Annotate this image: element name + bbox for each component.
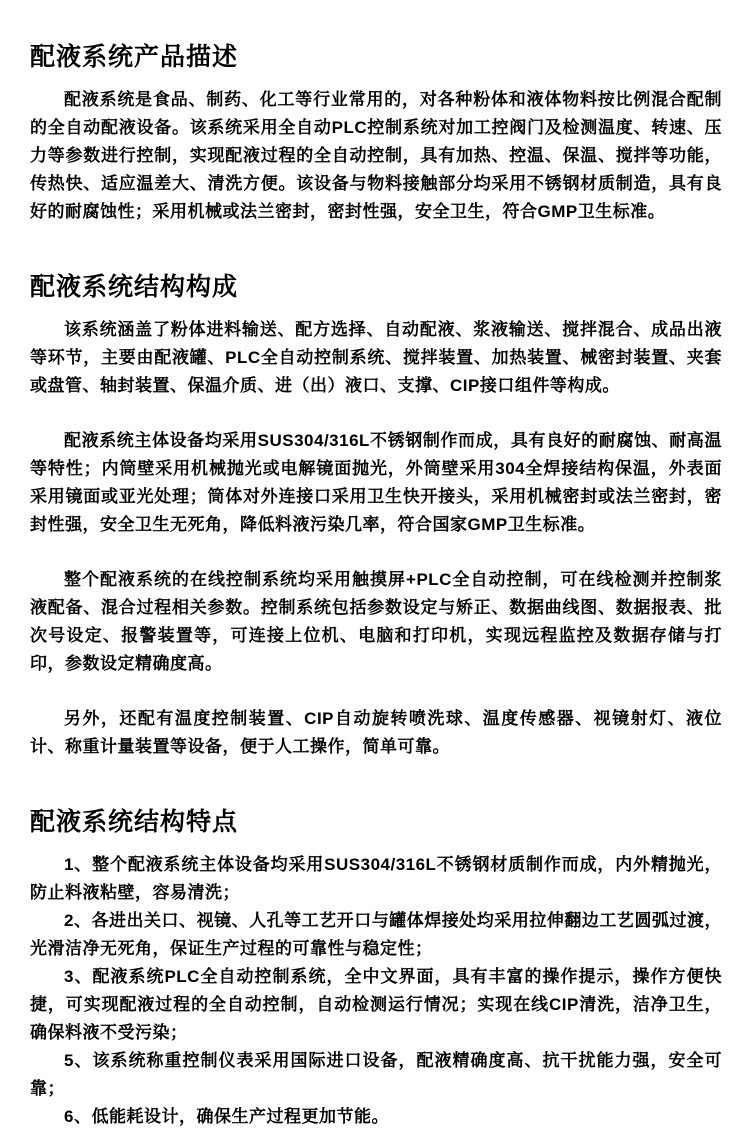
main-equipment-paragraph: 配液系统主体设备均采用SUS304/316L不锈钢制作而成，具有良好的耐腐蚀、耐高温等特性；内筒壁采用机械抛光或电解镜面抛光，外筒壁采用304全焊接结构保温，外表面采用镜面或亚光处理；筒体对外连接口采用卫生快开接头，采用机械密封或法兰密封，密封性强，安全卫生无死角，降低料液污染几率，符合国家GMP卫生标准。 [30, 431, 722, 534]
feature-item-3: 3、配液系统PLC全自动控制系统，全中文界面，具有丰富的操作提示，操作方便快捷，可实现配液过程的全自动控制，自动检测运行情况；实现在线CIP清洗，洁净卫生，确保料液不受污染； [30, 967, 722, 1042]
composition-overview-paragraph: 该系统涵盖了粉体进料输送、配方选择、自动配液、浆液输送、搅拌混合、成品出液等环节，主要由配液罐、PLC全自动控制系统、搅拌装置、加热装置、械密封装置、夹套或盘管、轴封装置、保温介质、进（出）液口、支撑、CIP接口组件等构成。 [30, 320, 722, 395]
section-structure-composition [30, 272, 722, 761]
feature-item-5: 5、该系统称重控制仪表采用国际进口设备，配液精确度高、抗干扰能力强，安全可靠； [30, 1051, 722, 1098]
product-description-paragraph: 配液系统是食品、制药、化工等行业常用的，对各种粉体和液体物料按比例混合配制的全自动配液设备。该系统采用全自动PLC控制系统对加工控阀门及检测温度、转速、压力等参数进行控制，实现配液过程的全自动控制，具有加热、控温、保温、搅拌等功能，传热快、适应温差大、清洗方便。该设备与物料接触部分均采用不锈钢材质制造，具有良好的耐腐蚀性；采用机械或法兰密封，密封性强，安全卫生，符合GMP卫生标准。 [30, 90, 722, 221]
section-structure-features [30, 807, 722, 1131]
feature-item-2: 2、各进出关口、视镜、人孔等工艺开口与罐体焊接处均采用拉伸翻边工艺圆弧过渡，光滑洁净无死角，保证生产过程的可靠性与稳定性； [30, 911, 722, 958]
control-system-paragraph: 整个配液系统的在线控制系统均采用触摸屏+PLC全自动控制，可在线检测并控制浆液配备、混合过程相关参数。控制系统包括参数设定与矫正、数据曲线图、数据报表、批次号设定、报警装置等，可连接上位机、电脑和打印机，实现远程监控及数据存储与打印，参数设定精确度高。 [30, 570, 722, 673]
section-product-description [30, 42, 722, 226]
product-description-heading: 配液系统产品描述 [30, 43, 239, 71]
structure-composition-heading: 配液系统结构构成 [30, 273, 239, 301]
feature-item-6: 6、低能耗设计，确保生产过程更加节能。 [64, 1107, 389, 1126]
feature-item-1: 1、整个配液系统主体设备均采用SUS304/316L不锈钢材质制作而成，内外精抛光，防止料液粘壁，容易清洗； [30, 855, 722, 902]
structure-features-heading: 配液系统结构特点 [30, 808, 239, 836]
additional-equipment-paragraph: 另外，还配有温度控制装置、CIP自动旋转喷洗球、温度传感器、视镜射灯、液位计、称重计量装置等设备，便于人工操作，简单可靠。 [30, 709, 722, 756]
